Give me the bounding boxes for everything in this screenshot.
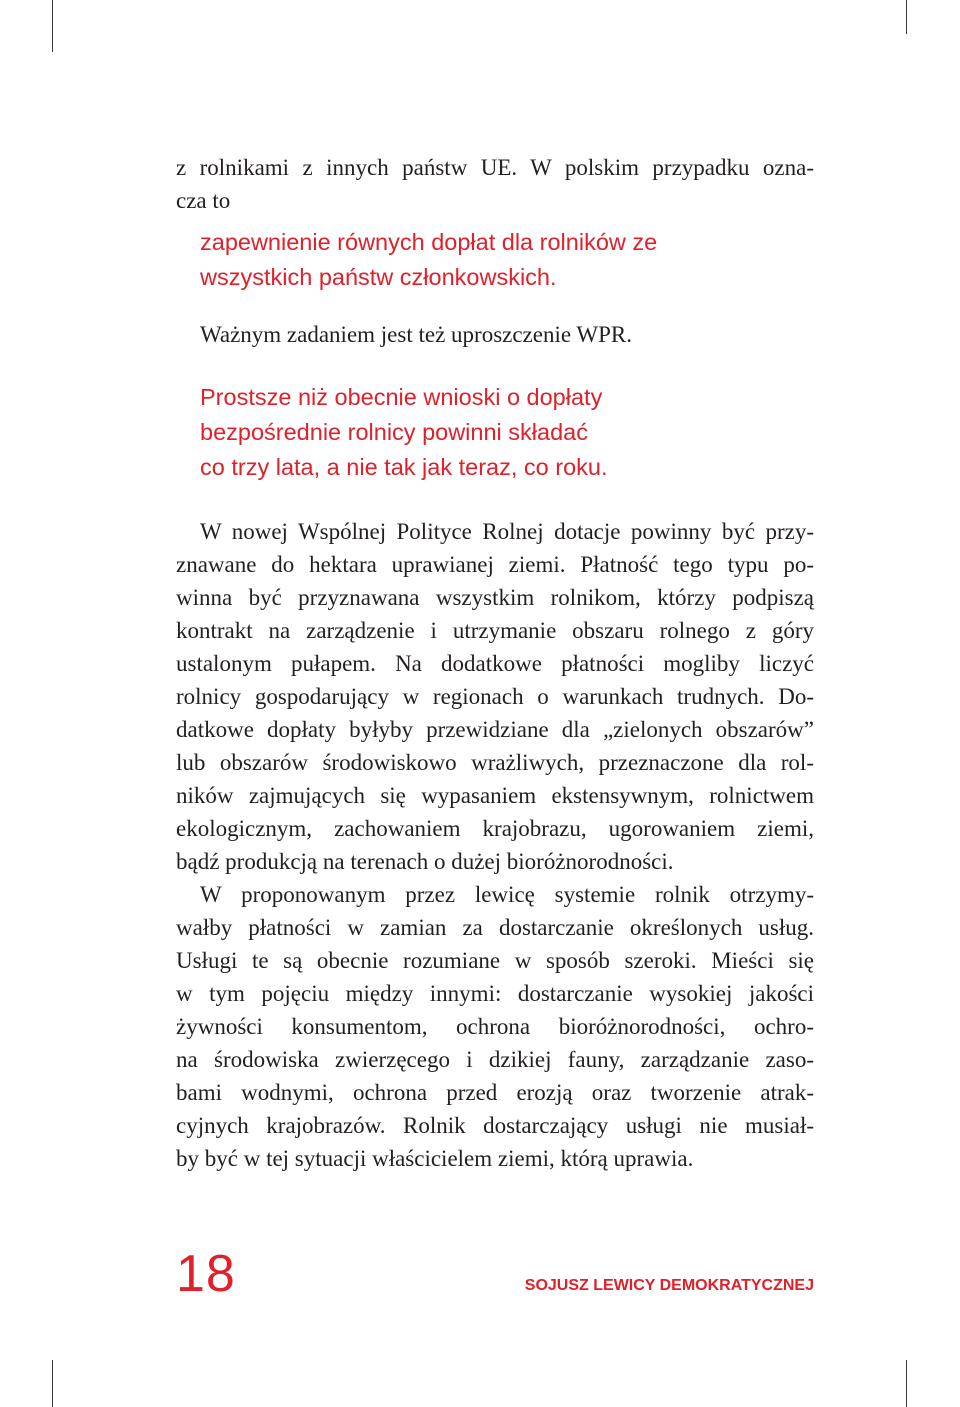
- crop-mark-bottom-right: [906, 1360, 907, 1407]
- body-line: w tym pojęciu między innymi: dostarczanie wysokiej jakości: [176, 981, 814, 1006]
- body-line: W proponowanym przez lewicę systemie rolnik otrzymy-: [200, 882, 814, 907]
- highlight-line: co trzy lata, a nie tak jak teraz, co roku.: [200, 454, 608, 480]
- body-line: znawane do hektara uprawianej ziemi. Płatność tego typu po-: [176, 552, 814, 577]
- footer-brand: SOJUSZ LEWICY DEMOKRATYCZNEJ: [524, 1277, 814, 1294]
- body-line: żywności konsumentom, ochrona bioróżnorodności, ochro-: [176, 1014, 814, 1039]
- statement-text: Ważnym zadaniem jest też uproszczenie WPR.: [200, 322, 633, 347]
- body-line: bami wodnymi, ochrona przed erozją oraz tworzenie atrak-: [176, 1080, 814, 1105]
- body-line: Usługi te są obecnie rozumiane w sposób szeroki. Mieści się: [176, 948, 814, 973]
- body-line: wałby płatności w zamian za dostarczanie określonych usług.: [176, 915, 814, 940]
- body-line: winna być przyznawana wszystkim rolnikom, którzy podpiszą: [176, 585, 814, 610]
- intro-line: z rolnikami z innych państw UE. W polskim przypadku ozna-: [176, 155, 814, 180]
- body-line: rolnicy gospodarujący w regionach o warunkach trudnych. Do-: [176, 684, 814, 709]
- crop-mark-top-left: [52, 0, 53, 52]
- crop-mark-bottom-left: [52, 1360, 53, 1407]
- page-number: 18: [176, 1245, 236, 1303]
- body-line: by być w tej sytuacji właścicielem ziemi, którą uprawia.: [176, 1146, 694, 1171]
- intro-line: cza to: [176, 188, 231, 213]
- body-line: bądź produkcją na terenach o dużej bioróżnorodności.: [176, 849, 674, 874]
- body-line: ników zajmujących się wypasaniem ekstensywnym, rolnictwem: [176, 783, 814, 808]
- body-line: datkowe dopłaty byłyby przewidziane dla „zielonych obszarów”: [176, 717, 814, 742]
- highlight-line: zapewnienie równych dopłat dla rolników ze: [200, 229, 658, 255]
- body-line: na środowiska zwierzęcego i dzikiej fauny, zarządzanie zaso-: [176, 1047, 814, 1072]
- crop-mark-top-right: [906, 0, 907, 34]
- highlight-line: bezpośrednie rolnicy powinni składać: [200, 419, 588, 445]
- highlight-line: wszystkich państw członkowskich.: [200, 264, 557, 290]
- body-line: ustalonym pułapem. Na dodatkowe płatności mogliby liczyć: [176, 651, 814, 676]
- body-line: cyjnych krajobrazów. Rolnik dostarczający usługi nie musiał-: [176, 1113, 814, 1138]
- body-line: lub obszarów środowiskowo wrażliwych, przeznaczone dla rol-: [176, 750, 814, 775]
- body-line: ekologicznym, zachowaniem krajobrazu, ugorowaniem ziemi,: [176, 816, 814, 841]
- highlight-line: Prostsze niż obecnie wnioski o dopłaty: [200, 384, 603, 410]
- body-line: W nowej Wspólnej Polityce Rolnej dotacje powinny być przy-: [200, 519, 814, 544]
- body-line: kontrakt na zarządzenie i utrzymanie obszaru rolnego z góry: [176, 618, 814, 643]
